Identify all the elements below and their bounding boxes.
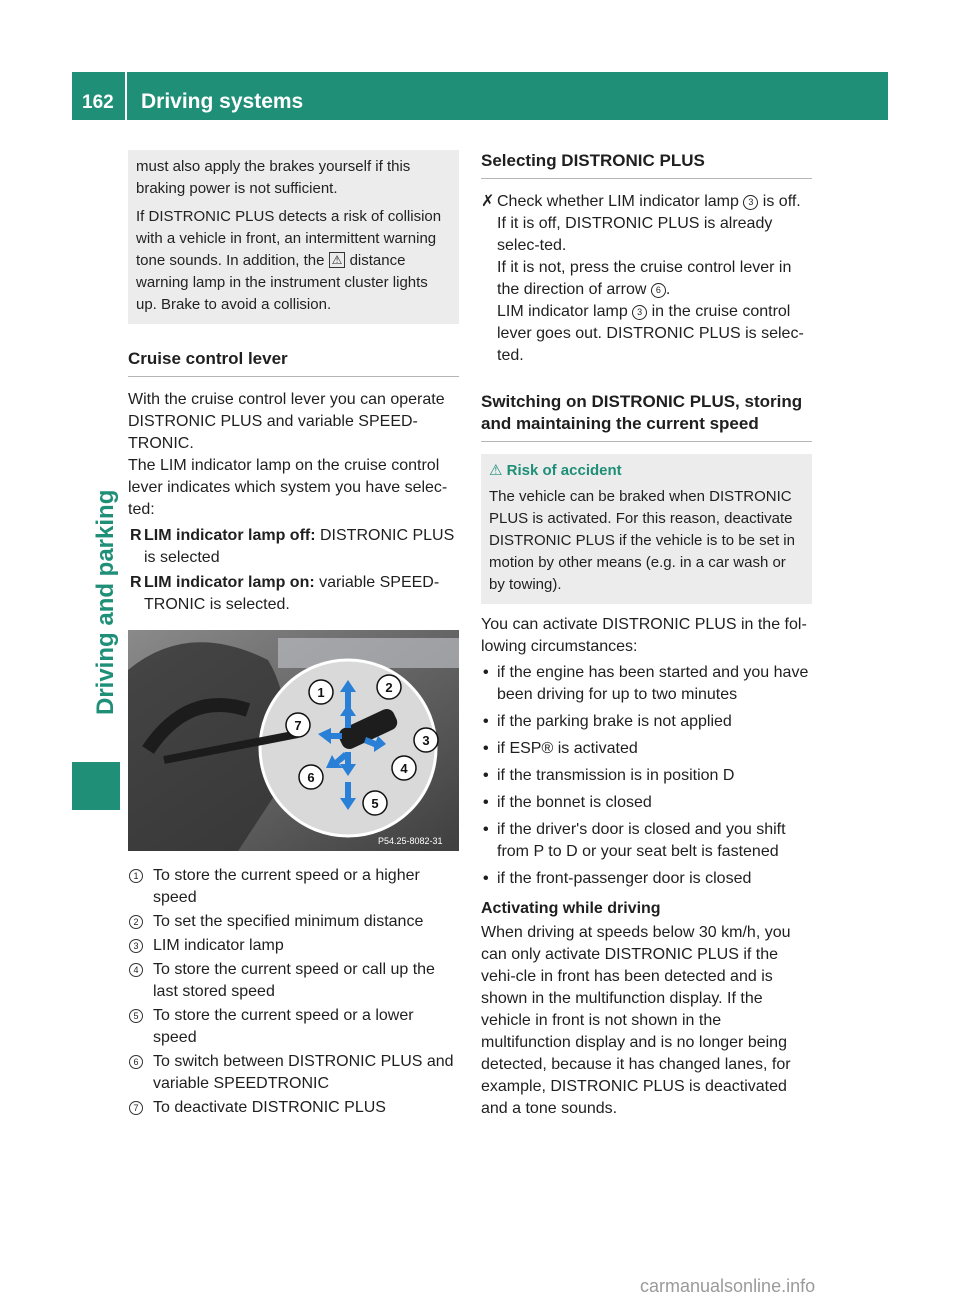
legend-text: LIM indicator lamp bbox=[153, 937, 284, 954]
side-tab-marker bbox=[72, 762, 120, 810]
activate-intro: You can activate DISTRONIC PLUS in the fol-lowing circumstances: bbox=[481, 616, 807, 655]
legend-item bbox=[128, 1005, 459, 1049]
legend-number: 5 bbox=[129, 1009, 143, 1023]
side-tab bbox=[72, 140, 120, 1202]
list-item bbox=[128, 572, 459, 616]
condition-text: if the driver's door is closed and you shift from P to D or your seat belt is fastened bbox=[497, 821, 786, 860]
list-item bbox=[481, 765, 812, 787]
legend-item bbox=[128, 959, 459, 1003]
legend-text: To store the current speed or call up the last stored speed bbox=[153, 961, 435, 1000]
step-result-2-text: If it is not, press the cruise control lever in the direction of arrow bbox=[497, 259, 792, 298]
intro-paragraph-1: With the cruise control lever you can operate DISTRONIC PLUS and variable SPEED-TRONIC. bbox=[128, 391, 445, 452]
list-item bbox=[128, 525, 459, 569]
subsection-activating: Activating while driving bbox=[481, 900, 661, 917]
step-result-1: If it is off, DISTRONIC PLUS is already selec-ted. bbox=[497, 215, 773, 254]
step-text: Check whether LIM indicator lamp bbox=[497, 193, 739, 210]
list-item bbox=[481, 711, 812, 733]
legend-number: 2 bbox=[129, 915, 143, 929]
bullet-icon: • bbox=[483, 713, 489, 730]
legend-text: To set the specified minimum distance bbox=[153, 913, 424, 930]
callout-1: 1 bbox=[317, 685, 325, 700]
list-item bbox=[481, 662, 812, 706]
step-line bbox=[497, 191, 812, 213]
note-line-3-text: distance warning lamp in the instrument cluster lights up. Brake to avoid a collision. bbox=[136, 252, 428, 313]
cruise-control-lever-photo bbox=[128, 630, 459, 851]
condition-text: if the front-passenger door is closed bbox=[497, 870, 752, 887]
callout-4: 4 bbox=[400, 761, 408, 776]
bullet-icon: • bbox=[483, 740, 489, 757]
legend-text: To store the current speed or a lower speed bbox=[153, 1007, 414, 1046]
list-item bbox=[481, 819, 812, 863]
warning-heading bbox=[489, 460, 802, 482]
legend-list bbox=[128, 865, 459, 1119]
note-line-2 bbox=[136, 206, 451, 316]
condition-text: if the engine has been started and you have been driving for up to two minutes bbox=[497, 664, 809, 703]
intro-paragraph-2: The LIM indicator lamp on the cruise control lever indicates which system you have selec-ted: bbox=[128, 457, 448, 518]
legend-text: To switch between DISTRONIC PLUS and variable SPEEDTRONIC bbox=[153, 1053, 454, 1092]
bullet-icon: • bbox=[483, 821, 489, 838]
step-result-3-text: LIM indicator lamp bbox=[497, 303, 628, 320]
callout-5: 5 bbox=[371, 796, 379, 811]
bullet-text: DISTRONIC PLUS is selected bbox=[144, 527, 455, 566]
legend-item bbox=[128, 935, 459, 957]
legend-item bbox=[128, 1051, 459, 1095]
legend-item bbox=[128, 1097, 459, 1119]
section-title-switching-on: Switching on DISTRONIC PLUS, storing and maintaining the current speed bbox=[481, 391, 812, 442]
section-title-cruise-control: Cruise control lever bbox=[128, 348, 459, 377]
legend-number: 7 bbox=[129, 1101, 143, 1115]
callout-6-icon: 6 bbox=[651, 283, 666, 298]
step-result-2 bbox=[497, 257, 812, 301]
legend-text: To deactivate DISTRONIC PLUS bbox=[153, 1099, 386, 1116]
bullet-icon: R bbox=[130, 574, 142, 591]
watermark: carmanualsonline.info bbox=[640, 1276, 816, 1296]
distance-warning-icon: ⚠ bbox=[329, 252, 346, 268]
callout-3-icon: 3 bbox=[743, 195, 758, 210]
list-item bbox=[481, 868, 812, 890]
warning-body: The vehicle can be braked when DISTRONIC PLUS is activated. For this reason, deactivate DISTRONIC PLUS if the vehicle is to be set in motion by other means (e.g. in a car wash or by towing). bbox=[489, 488, 795, 593]
warning-box bbox=[481, 454, 812, 604]
bullet-icon: R bbox=[130, 527, 142, 544]
bullet-icon: • bbox=[483, 664, 489, 681]
condition-text: if the transmission is in position D bbox=[497, 767, 735, 784]
legend-number: 3 bbox=[129, 939, 143, 953]
instruction-step bbox=[481, 191, 812, 367]
bullet-bold: LIM indicator lamp off: bbox=[144, 527, 316, 544]
note-line-1: must also apply the brakes yourself if this braking power is not sufficient. bbox=[136, 158, 411, 197]
note-box bbox=[128, 150, 459, 324]
activating-body: When driving at speeds below 30 km/h, you can only activate DISTRONIC PLUS if the vehi-cle in front has been detected and is shown in the multifunction display. If the vehicle in front is not shown in the multifunction display and is no longer being detected, because it has changed lanes, for example, DISTRONIC PLUS is deactivated and a tone sounds. bbox=[481, 924, 791, 1117]
list-item bbox=[481, 738, 812, 760]
lever-illustration bbox=[128, 630, 459, 851]
callout-2: 2 bbox=[385, 680, 393, 695]
lim-bullets bbox=[128, 525, 459, 616]
condition-text: if the bonnet is closed bbox=[497, 794, 652, 811]
bullet-icon: • bbox=[483, 870, 489, 887]
step-text-end: is off. bbox=[762, 193, 801, 210]
chapter-title: Driving systems bbox=[141, 90, 304, 113]
callout-3: 3 bbox=[422, 733, 430, 748]
bullet-text: variable SPEED-TRONIC is selected. bbox=[144, 574, 440, 613]
section-title-selecting: Selecting DISTRONIC PLUS bbox=[481, 150, 812, 179]
legend-text: To store the current speed or a higher speed bbox=[153, 867, 420, 906]
step-result-3 bbox=[497, 301, 812, 367]
note-line-2-text: If DISTRONIC PLUS detects a risk of collision with a vehicle in front, an intermittent warning tone sounds. In addition, the bbox=[136, 208, 442, 269]
callout-7: 7 bbox=[294, 718, 302, 733]
condition-text: if ESP® is activated bbox=[497, 740, 638, 757]
legend-number: 4 bbox=[129, 963, 143, 977]
legend-number: 6 bbox=[129, 1055, 143, 1069]
callout-3-icon: 3 bbox=[632, 305, 647, 320]
step-arrow-icon: ✗ bbox=[481, 193, 495, 210]
conditions-list bbox=[481, 662, 812, 890]
legend-item bbox=[128, 865, 459, 909]
header-divider bbox=[125, 72, 127, 120]
photo-code: P54.25-8082-31 bbox=[378, 836, 443, 846]
bullet-icon: • bbox=[483, 794, 489, 811]
right-column bbox=[481, 150, 812, 1120]
warning-triangle-icon: ⚠ bbox=[489, 462, 503, 479]
page-number: 162 bbox=[82, 92, 114, 113]
callout-6: 6 bbox=[307, 770, 315, 785]
bullet-icon: • bbox=[483, 767, 489, 784]
legend-item bbox=[128, 911, 459, 933]
bullet-bold: LIM indicator lamp on: bbox=[144, 574, 315, 591]
condition-text: if the parking brake is not applied bbox=[497, 713, 732, 730]
legend-number: 1 bbox=[129, 869, 143, 883]
side-tab-label: Driving and parking bbox=[92, 489, 119, 715]
list-item bbox=[481, 792, 812, 814]
warning-title: Risk of accident bbox=[506, 462, 622, 479]
left-column bbox=[128, 150, 459, 1121]
step-result-2-end: . bbox=[665, 281, 671, 298]
step-result-3-end: in the cruise control lever goes out. DISTRONIC PLUS is selec-ted. bbox=[497, 303, 804, 364]
